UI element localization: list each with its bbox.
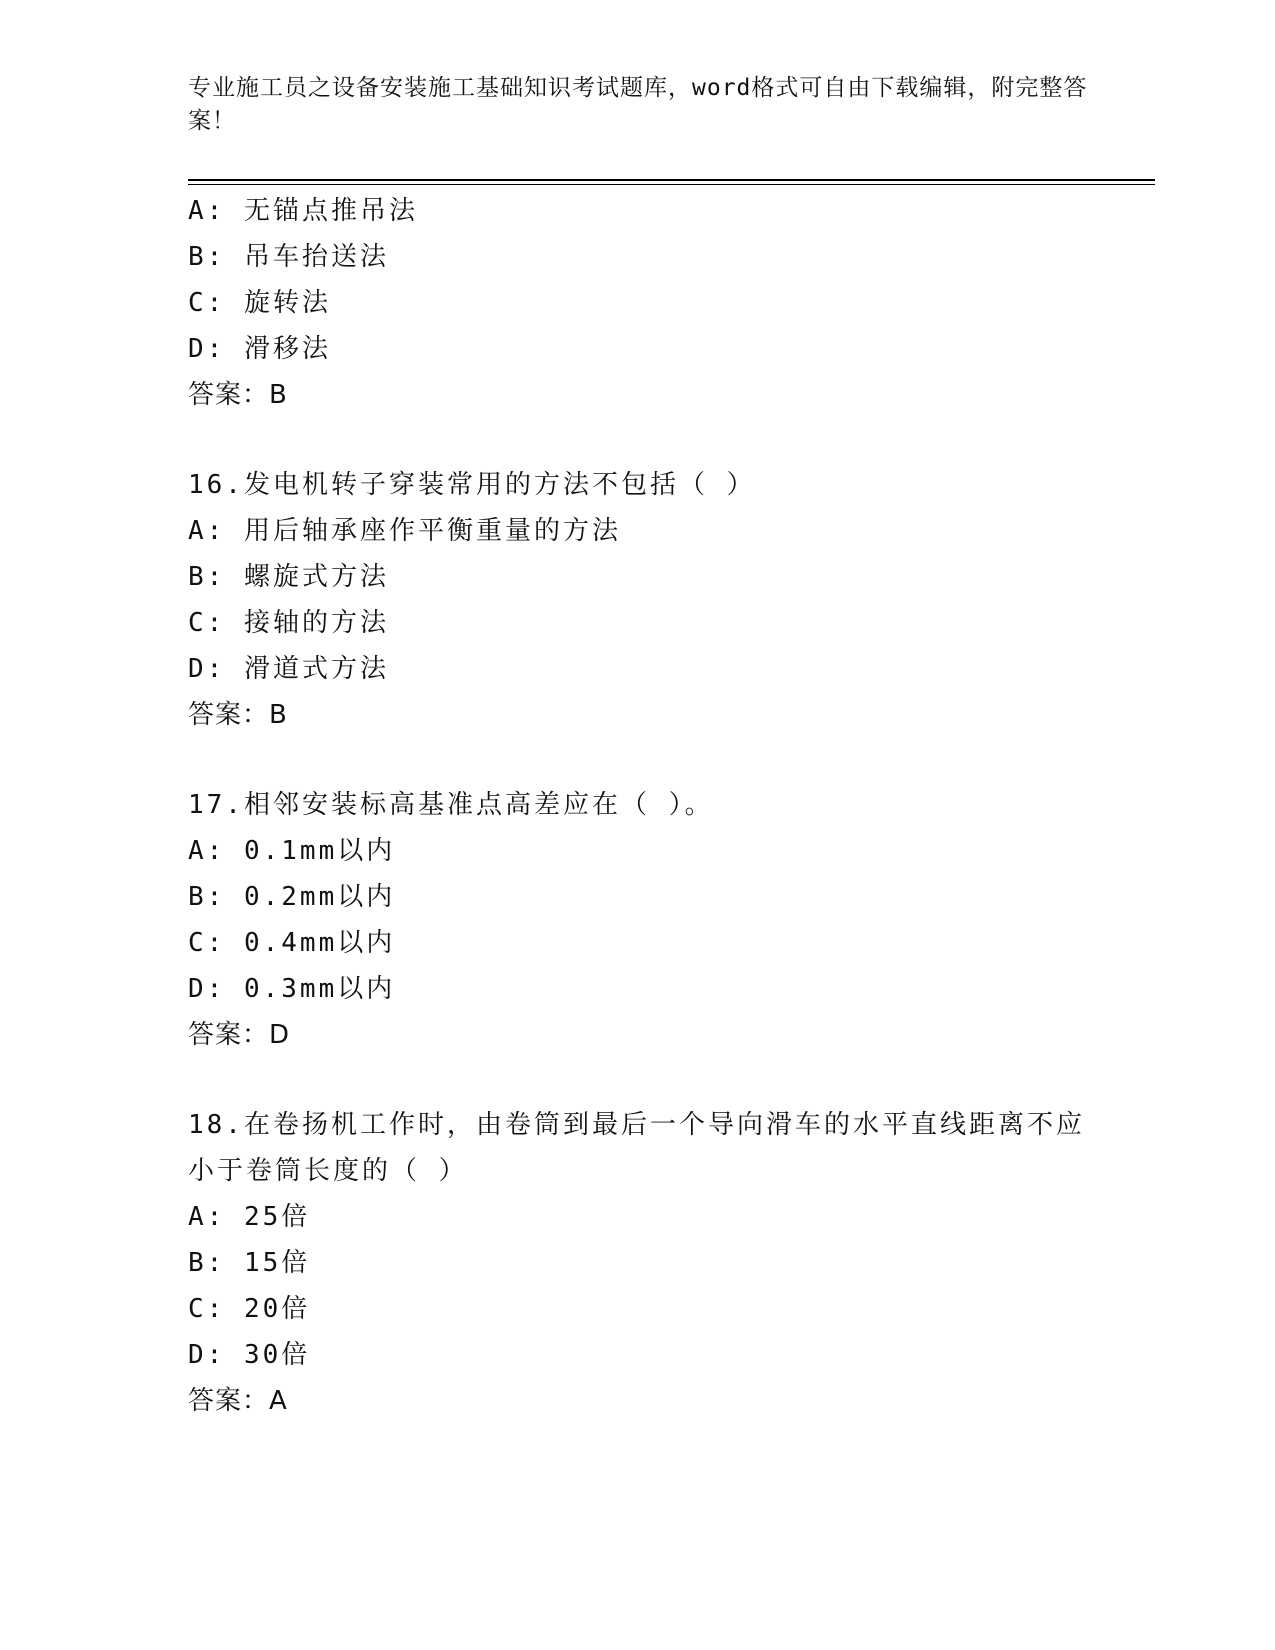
option-a: A: 25倍 [188,1202,311,1232]
question-gap [188,738,1088,782]
question-gap [188,418,1088,462]
question-block-16 [188,462,1088,738]
option-c: C: 接轴的方法 [188,608,389,638]
header-divider-thin [188,184,1155,185]
answer-line: 答案：B [188,700,288,730]
option-d: D: 30倍 [188,1340,311,1370]
answer-line: 答案：B [188,380,288,410]
question-block-17 [188,782,1088,1058]
option-d: D: 0.3mm以内 [188,974,396,1004]
question-stem: 16.发电机转子穿装常用的方法不包括（ ） [188,470,756,500]
question-block-18 [188,1102,1088,1424]
option-b: B: 15倍 [188,1248,311,1278]
answer-line: 答案：D [188,1020,291,1050]
question-gap [188,1058,1088,1102]
option-b: B: 螺旋式方法 [188,562,389,592]
question-stem: 17.相邻安装标高基准点高差应在（ ）。 [188,790,714,820]
option-b: B: 0.2mm以内 [188,882,396,912]
option-d: D: 滑移法 [188,334,331,364]
question-list [188,188,1088,1424]
answer-line: 答案：A [188,1386,288,1416]
option-a: A: 用后轴承座作平衡重量的方法 [188,516,621,546]
option-c: C: 旋转法 [188,288,331,318]
option-a: A: 0.1mm以内 [188,836,396,866]
header-divider-thick [188,179,1155,181]
option-c: C: 0.4mm以内 [188,928,396,958]
option-a: A: 无锚点推吊法 [188,196,418,226]
question-stem: 18.在卷扬机工作时，由卷筒到最后一个导向滑车的水平直线距离不应小于卷筒长度的（ ） [188,1110,1085,1186]
option-b: B: 吊车抬送法 [188,242,389,272]
question-block-15 [188,188,1088,418]
option-d: D: 滑道式方法 [188,654,389,684]
document-header-title: 专业施工员之设备安装施工基础知识考试题库，word格式可自由下载编辑，附完整答案！ [188,75,1088,134]
option-c: C: 20倍 [188,1294,311,1324]
